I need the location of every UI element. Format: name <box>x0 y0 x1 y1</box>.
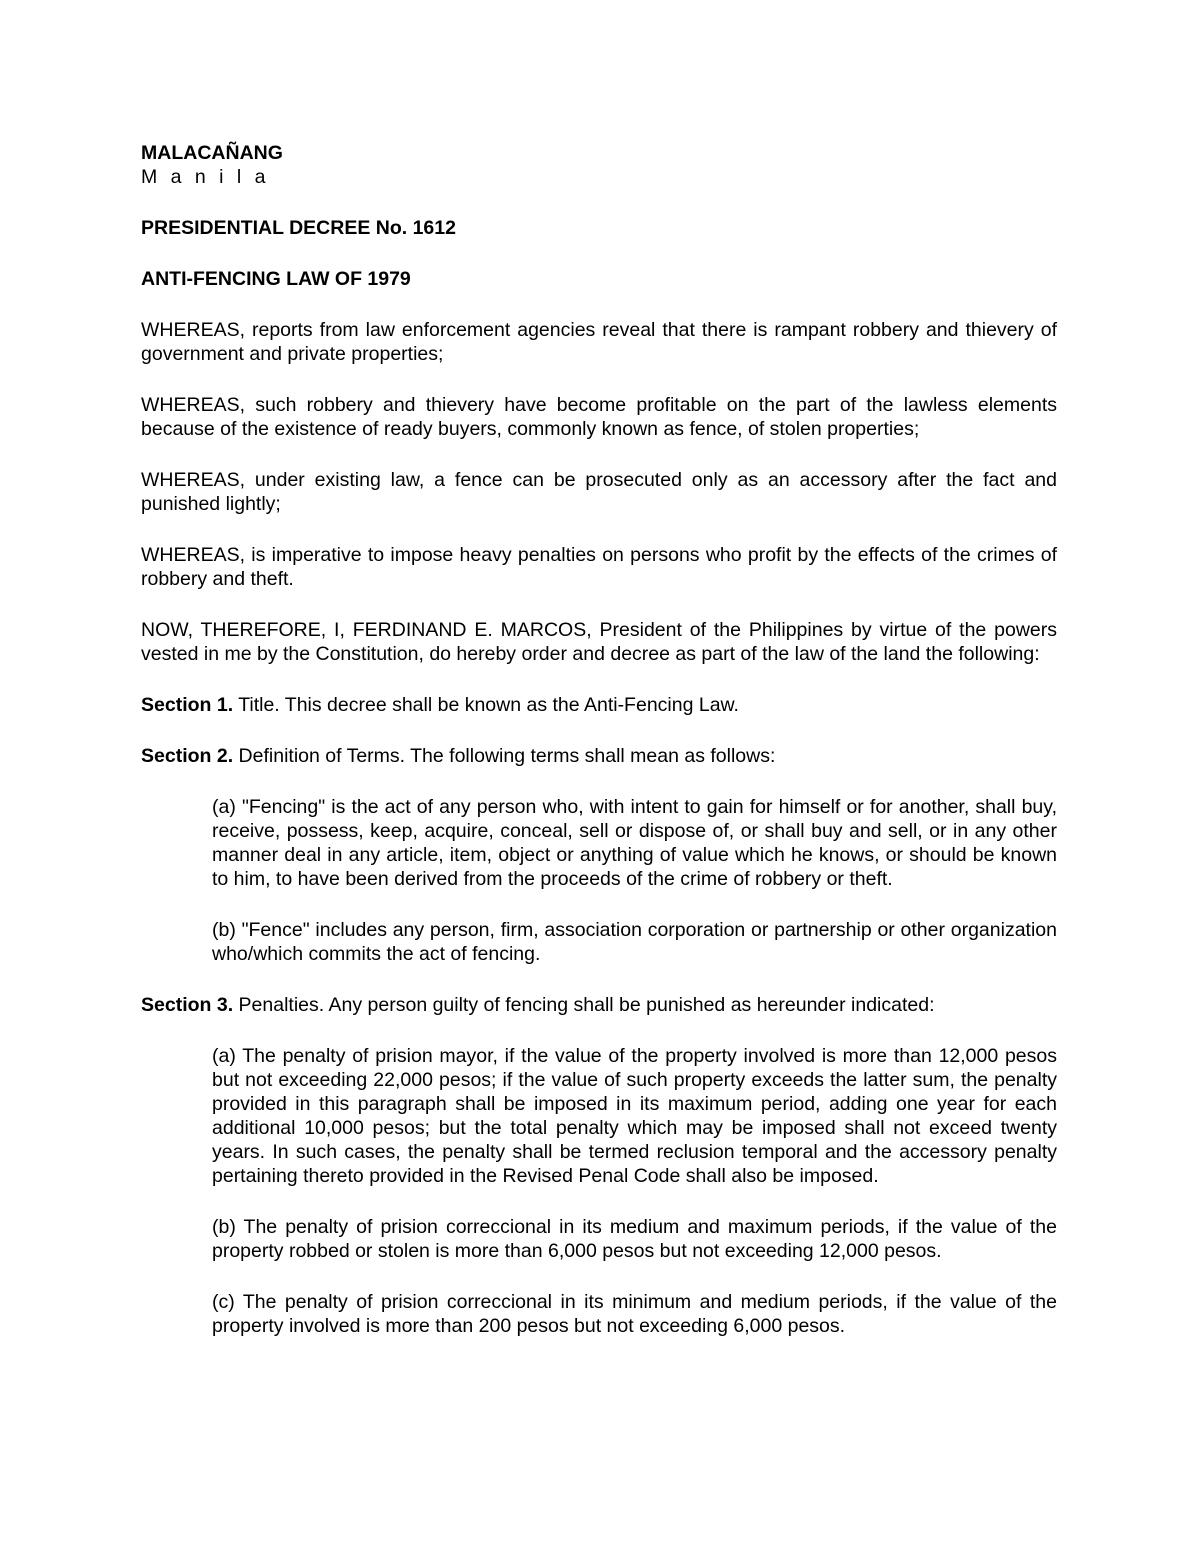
section-3-text: Penalties. Any person guilty of fencing shall be punished as hereunder indicated: <box>233 994 935 1016</box>
decree-number: PRESIDENTIAL DECREE No. 1612 <box>141 217 456 239</box>
whereas-clause-1: WHEREAS, reports from law enforcement agencies reveal that there is rampant robbery and thievery of government and private properties; <box>141 319 1057 365</box>
document-page <box>141 141 1057 1365</box>
section-3-item-a: (a) The penalty of prision mayor, if the value of the property involved is more than 12,000 pesos but not exceeding 22,000 pesos; if the value of such property exceeds the latter sum, the penalty provided in this paragraph shall be imposed in its maximum period, adding one year for each additional 10,000 pesos; but the total penalty which may be imposed shall not exceed twenty years. In such cases, the penalty shall be termed reclusion temporal and the accessory penalty pertaining thereto provided in the Revised Penal Code shall also be imposed. <box>212 1045 1057 1187</box>
section-2-item-b: (b) "Fence" includes any person, firm, association corporation or partnership or other organization who/which commits the act of fencing. <box>212 919 1057 965</box>
section-3 <box>141 993 1057 1017</box>
law-title: ANTI-FENCING LAW OF 1979 <box>141 268 411 290</box>
city-subheading: M a n i l a <box>141 166 270 188</box>
section-1 <box>141 693 1057 717</box>
section-3-item-b: (b) The penalty of prision correccional in its medium and maximum periods, if the value of the property robbed or stolen is more than 6,000 pesos but not exceeding 12,000 pesos. <box>212 1216 1057 1262</box>
whereas-clause-4: WHEREAS, is imperative to impose heavy penalties on persons who profit by the effects of the crimes of robbery and theft. <box>141 544 1057 590</box>
office-heading: MALACAÑANG <box>141 142 283 164</box>
enacting-clause: NOW, THEREFORE, I, FERDINAND E. MARCOS, President of the Philippines by virtue of the powers vested in me by the Constitution, do hereby order and decree as part of the law of the land the following: <box>141 619 1057 665</box>
whereas-clause-2: WHEREAS, such robbery and thievery have become profitable on the part of the lawless elements because of the existence of ready buyers, commonly known as fence, of stolen properties; <box>141 394 1057 440</box>
section-2-label: Section 2. <box>141 745 234 767</box>
section-3-item-c: (c) The penalty of prision correccional in its minimum and medium periods, if the value of the property involved is more than 200 pesos but not exceeding 6,000 pesos. <box>212 1291 1057 1337</box>
section-1-label: Section 1. <box>141 694 234 716</box>
section-2-item-a: (a) "Fencing" is the act of any person who, with intent to gain for himself or for another, shall buy, receive, possess, keep, acquire, conceal, sell or dispose of, or shall buy and sell, or in any other manner deal in any article, item, object or anything of value which he knows, or should be known to him, to have been derived from the proceeds of the crime of robbery or theft. <box>212 796 1057 890</box>
section-3-label: Section 3. <box>141 994 234 1016</box>
section-1-text: Title. This decree shall be known as the Anti-Fencing Law. <box>233 694 739 716</box>
section-2-text: Definition of Terms. The following terms shall mean as follows: <box>233 745 776 767</box>
section-2 <box>141 744 1057 768</box>
whereas-clause-3: WHEREAS, under existing law, a fence can be prosecuted only as an accessory after the fact and punished lightly; <box>141 469 1057 515</box>
